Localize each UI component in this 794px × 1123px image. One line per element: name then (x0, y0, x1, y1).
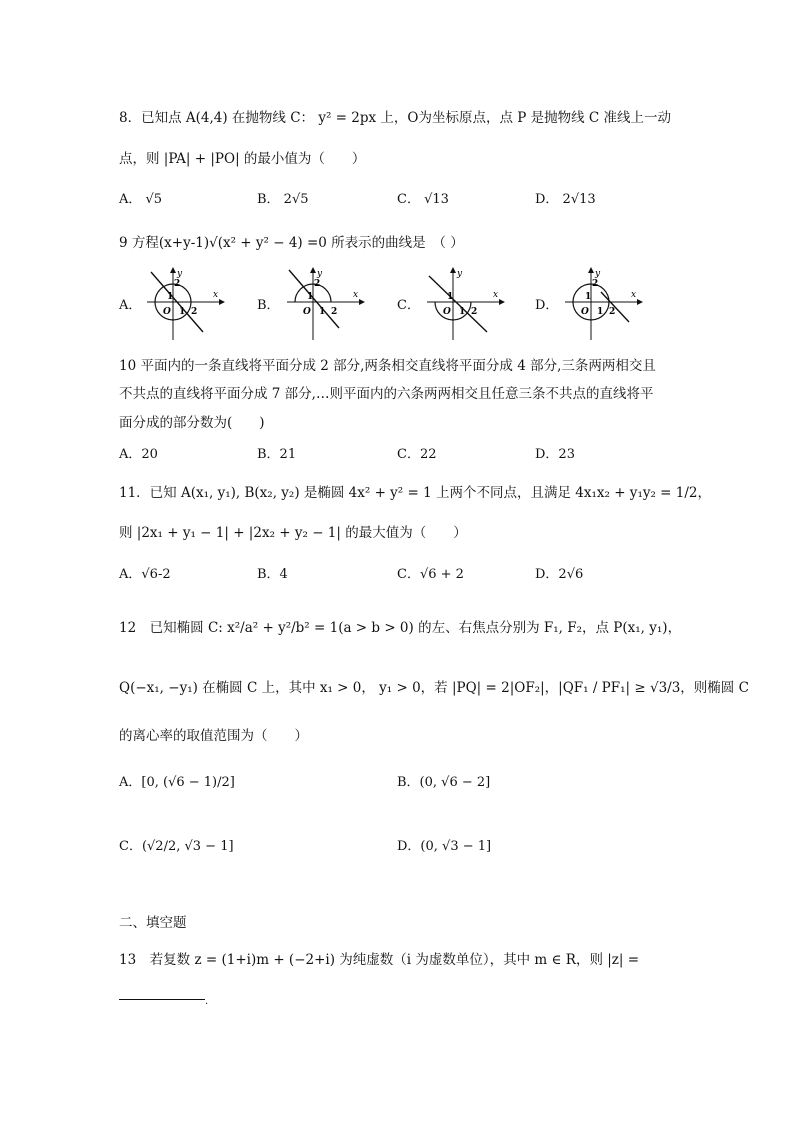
tick-x-1: 1 (179, 307, 186, 317)
tick-y-1: 1 (447, 292, 454, 302)
q11-option-b: B．4 (257, 567, 288, 582)
origin-label: O (443, 307, 451, 317)
axis-y-label: y (177, 269, 183, 279)
axis-x-label: x (353, 290, 359, 300)
origin-label: O (581, 307, 589, 317)
q8-option-c: C． √13 (397, 192, 449, 207)
q9-figure-c (423, 266, 505, 342)
tick-x-2: 2 (191, 307, 198, 317)
q8-stem-line2: 点，则 |PA| + |PO| 的最小值为（ ） (119, 151, 366, 167)
axis-y-label: y (457, 269, 463, 279)
tick-y-1: 1 (307, 292, 314, 302)
q8-stem-line1: 8．已知点 A(4,4) 在抛物线 C： y² = 2px 上，O为坐标原点，点 P 是抛物线 C 准线上一动 (119, 110, 672, 126)
tick-y-2: 2 (314, 279, 321, 289)
axis-x-label: x (493, 290, 499, 300)
q10-option-a: A．20 (119, 447, 158, 462)
q8-option-b: B． 2√5 (257, 192, 309, 207)
q9-option-b-label: B． (257, 298, 280, 313)
q9-figure-b (283, 266, 365, 342)
tick-y-2: 2 (592, 279, 599, 289)
tick-y-1: 1 (585, 292, 592, 302)
q10-option-c: C．22 (397, 447, 437, 462)
q12-option-b: B．(0, √6 − 2] (397, 775, 491, 790)
q13-answer-blank (119, 999, 205, 1000)
q11-option-a: A．√6-2 (119, 567, 171, 582)
q9-option-a-label: A． (119, 298, 142, 313)
tick-x-2: 2 (609, 307, 616, 317)
q12-stem-line2: Q(−x₁, −y₁) 在椭圆 C 上，其中 x₁ > 0， y₁ > 0，若 |PQ| = 2|OF₂|，|QF₁ / PF₁| ≥ √3/3，则椭圆 C (119, 680, 749, 696)
section-title: 二、填空题 (119, 915, 187, 931)
axis-x-label: x (631, 290, 637, 300)
tick-x-2: 2 (471, 307, 478, 317)
q9-figure-d (561, 266, 643, 342)
q9-option-c-label: C． (397, 298, 420, 313)
q12-stem-line3: 的离心率的取值范围为（ ） (119, 728, 308, 744)
tick-x-1: 1 (459, 307, 466, 317)
tick-y-1: 1 (167, 292, 174, 302)
q10-stem-line1: 10 平面内的一条直线将平面分成 2 部分,两条相交直线将平面分成 4 部分,三条两两相交且 (119, 358, 656, 374)
tick-x-1: 1 (597, 307, 604, 317)
origin-label: O (303, 307, 311, 317)
tick-x-2: 2 (331, 307, 338, 317)
q10-option-d: D．23 (535, 447, 575, 462)
q11-stem-line1: 11．已知 A(x₁, y₁), B(x₂, y₂) 是椭圆 4x² + y² = 1 上两个不同点，且满足 4x₁x₂ + y₁y₂ = 1/2， (119, 485, 712, 501)
axis-y-label: y (595, 269, 601, 279)
q13-stem: 13 若复数 z = (1+i)m + (−2+i) 为纯虚数（i 为虚数单位），其中 m ∈ R，则 |z| = (119, 952, 640, 968)
q13-blank-end: . (205, 996, 209, 1007)
q8-option-d: D． 2√13 (535, 192, 596, 207)
q12-option-a: A．[0, (√6 − 1)/2] (119, 775, 235, 790)
q12-option-d: D．(0, √3 − 1] (397, 839, 492, 854)
q9-figure-a (143, 266, 225, 342)
axis-x-label: x (213, 290, 219, 300)
q9-stem: 9 方程(x+y-1)√(x² + y² − 4) =0 所表示的曲线是 （ ） (119, 235, 464, 251)
q11-stem-line2: 则 |2x₁ + y₁ − 1| + |2x₂ + y₂ − 1| 的最大值为（ ） (119, 525, 467, 541)
tick-y-2: 2 (174, 279, 181, 289)
q10-stem-line2: 不共点的直线将平面分成 7 部分,…则平面内的六条两两相交且任意三条不共点的直线将平 (119, 386, 654, 402)
q10-option-b: B．21 (257, 447, 297, 462)
q11-option-d: D．2√6 (535, 567, 584, 582)
q9-option-d-label: D． (535, 298, 559, 313)
q10-stem-line3: 面分成的部分数为( ) (119, 415, 265, 431)
axis-y-label: y (317, 269, 323, 279)
q12-option-c: C．(√2/2, √3 − 1] (119, 839, 234, 854)
tick-x-1: 1 (319, 307, 326, 317)
q12-stem-line1: 12 已知椭圆 C: x²/a² + y²/b² = 1(a > b > 0) 的左、右焦点分别为 F₁, F₂，点 P(x₁, y₁)， (119, 620, 682, 636)
q8-option-a: A． √5 (119, 192, 163, 207)
origin-label: O (163, 307, 171, 317)
q11-option-c: C．√6 + 2 (397, 567, 464, 582)
